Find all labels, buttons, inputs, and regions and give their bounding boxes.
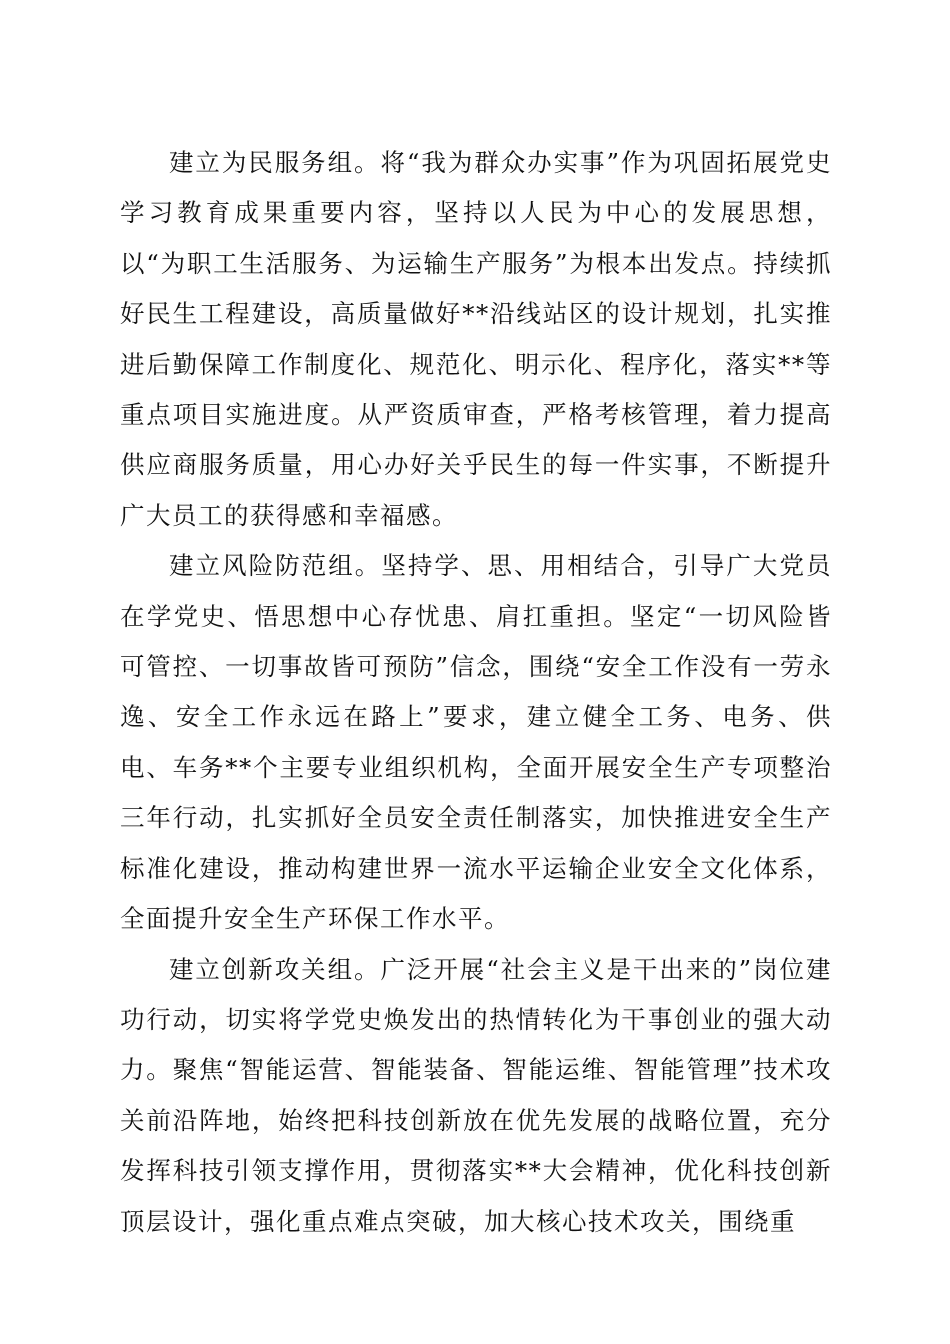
document-page xyxy=(120,138,832,1247)
paragraph-innovation-group: 建立创新攻关组。广泛开展“社会主义是干出来的”岗位建功行动，切实将学党史焕发出的热情转化为干事创业的强大动力。聚焦“智能运营、智能装备、智能运维、智能管理”技术攻关前沿阵地，始终把科技创新放在优先发展的战略位置，充分发挥科技引领支撑作用，贯彻落实**大会精神，优化科技创新顶层设计，强化重点难点突破，加大核心技术攻关，围绕重 xyxy=(120,954,832,1236)
paragraph-service-group: 建立为民服务组。将“我为群众办实事”作为巩固拓展党史学习教育成果重要内容，坚持以人民为中心的发展思想，以“为职工生活服务、为运输生产服务”为根本出发点。持续抓好民生工程建设，高质量做好**沿线站区的设计规划，扎实推进后勤保障工作制度化、规范化、明示化、程序化，落实**等重点项目实施进度。从严资质审查，严格考核管理，着力提高供应商服务质量，用心办好关乎民生的每一件实事，不断提升广大员工的获得感和幸福感。 xyxy=(120,148,832,530)
paragraph-risk-prevention-group: 建立风险防范组。坚持学、思、用相结合，引导广大党员在学党史、悟思想中心存忧患、肩扛重担。坚定“一切风险皆可管控、一切事故皆可预防”信念，围绕“安全工作没有一劳永逸、安全工作永远在路上”要求，建立健全工务、电务、供电、车务**个主要专业组织机构，全面开展安全生产专项整治三年行动，扎实抓好全员安全责任制落实，加快推进安全生产标准化建设，推动构建世界一流水平运输企业安全文化体系，全面提升安全生产环保工作水平。 xyxy=(120,551,832,934)
